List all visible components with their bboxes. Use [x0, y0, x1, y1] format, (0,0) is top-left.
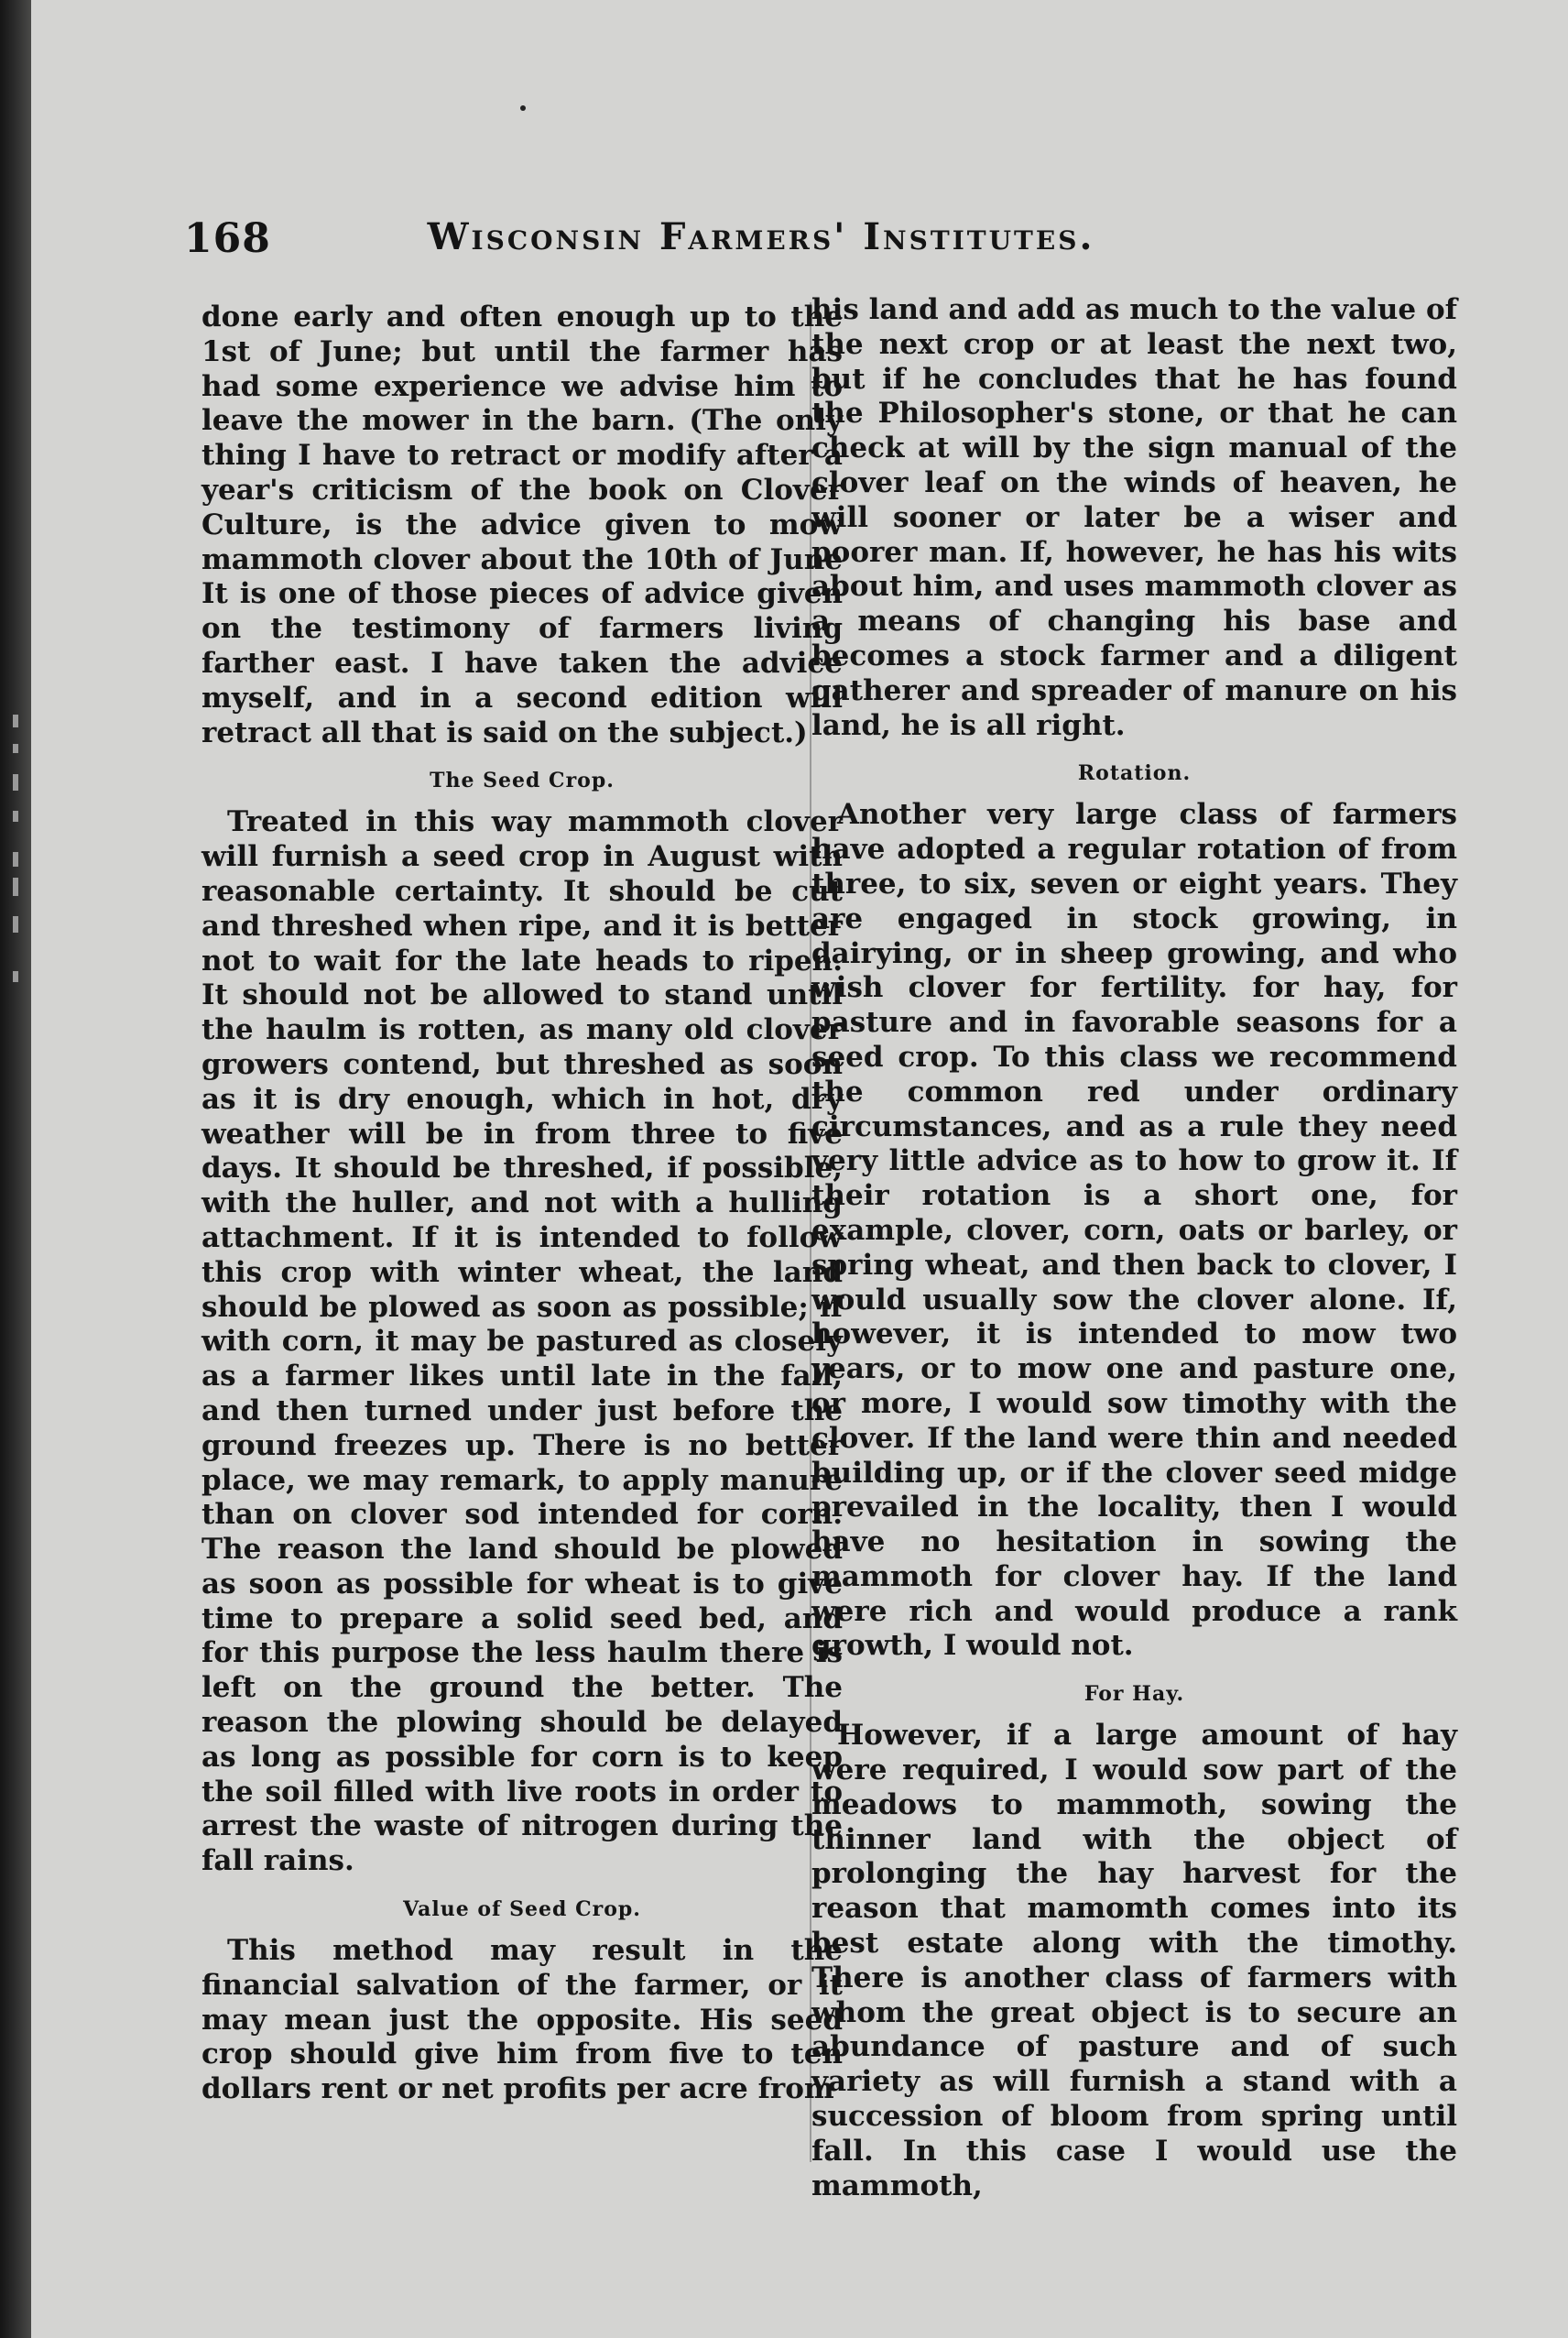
paragraph: Treated in this way mammoth clover will furnish a seed crop in August with reasonable certainty. It should be cut and threshed when ripe, and it is better not to wait for the late heads to ripen. It should not be allowed to stand until the haulm is rotten, as many old clover growers contend, but threshed as soon as it is dry enough, which in hot, dry weather will be in from three to five days. It should be threshed, if possible, with the huller, and not with a hulling attachment. If it is intended to follow this crop with winter wheat, the land should be plowed as soon as possible; if with corn, it may be pastured as closely as a farmer likes until late in the fall, and then turned under just before the ground freezes up. There is no better place, we may remark, to apply manure than on clover sod intended for corn. The reason the land should be plowed as soon as possible for wheat is to give time to prepare a solid seed bed, and for this purpose the less haulm there is left on the ground the better. The reason the plowing should be delayed as long as possible for corn is to keep the soil filled with live roots in order to arrest the waste of nitrogen during the fall rains. — [201, 805, 843, 1878]
section-heading-rotation: Rotation. — [1077, 761, 1192, 786]
spine-mark — [13, 774, 18, 791]
right-column — [811, 293, 1457, 2203]
paragraph: Another very large class of farmers have adopted a regular rotation of from three, to six, seven or eight years. They are engaged in stock growing, in dairying, or in sheep growing, and who wish clover for fertility. for hay, for pasture and in favorable seasons for a seed crop. To this class we recommend the common red under ordinary circumstances, and as a rule they need very little advice as to how to grow it. If their rotation is a short one, for example, clover, corn, oats or barley, or spring wheat, and then back to clover, I would usually sow the clover alone. If, however, it is intended to mow two years, or to mow one and pasture one, or more, I would sow timothy with the clover. If the land were thin and needed building up, or if the clover seed midge prevailed in the locality, then I would have no hesitation in sowing the mammoth for clover hay. If the land were rich and would produce a rank growth, I would not. — [811, 798, 1457, 1663]
spine-mark — [13, 916, 18, 933]
left-column — [201, 300, 843, 2107]
book-spine-shadow — [0, 0, 31, 2338]
page-header — [184, 215, 1210, 270]
spine-mark — [13, 878, 18, 896]
spine-mark — [13, 852, 18, 867]
paragraph: done early and often enough up to the 1st of June; but until the farmer has had some experience we advise him to leave the mower in the barn. (The only thing I have to retract or modify after a year's criticism of the book on Clover Culture, is the advice given to mow mammoth clover about the 10th of June It is one of those pieces of advice given on the testimony of farmers living farther east. I have taken the advice myself, and in a second edition will retract all that is said on the subject.) — [201, 300, 843, 749]
section-heading-seed-crop: The Seed Crop. — [430, 769, 615, 793]
book-page — [31, 0, 1568, 2338]
paragraph: his land and add as much to the value of the next crop or at least the next two, but if he concludes that he has found the Philosopher's stone, or that he can check at will by the sign manual of the clover leaf on the winds of heaven, he will sooner or later be a wiser and poorer man. If, however, he has his wits about him, and uses mammoth clover as a means of changing his base and becomes a stock farmer and a diligent gatherer and spreader of manure on his land, he is all right. — [811, 293, 1457, 742]
section-heading-value-of-seed-crop: Value of Seed Crop. — [403, 1897, 641, 1922]
page-number: 168 — [184, 215, 271, 262]
spine-mark — [13, 971, 18, 982]
spine-mark — [13, 811, 18, 822]
paragraph: This method may result in the financial salvation of the farmer, or it may mean just the opposite. His seed crop should give him from five to ten dollars rent or net profits per acre from — [201, 1934, 843, 2106]
running-title: Wisconsin Farmers' Institutes. — [427, 215, 1095, 258]
paragraph: However, if a large amount of hay were required, I would sow part of the meadows to mammoth, sowing the thinner land with the object of prolonging the hay harvest for the reason that mamomth comes into its best estate along with the timothy. There is another class of farmers with whom the great object is to secure an abundance of pasture and of such variety as will furnish a stand with a succession of bloom from spring until fall. In this case I would use the mammoth, — [811, 1719, 1457, 2202]
spine-mark — [13, 744, 18, 753]
section-heading-for-hay: For Hay. — [1083, 1682, 1185, 1707]
spine-mark — [13, 715, 18, 727]
ink-speck — [520, 105, 526, 111]
